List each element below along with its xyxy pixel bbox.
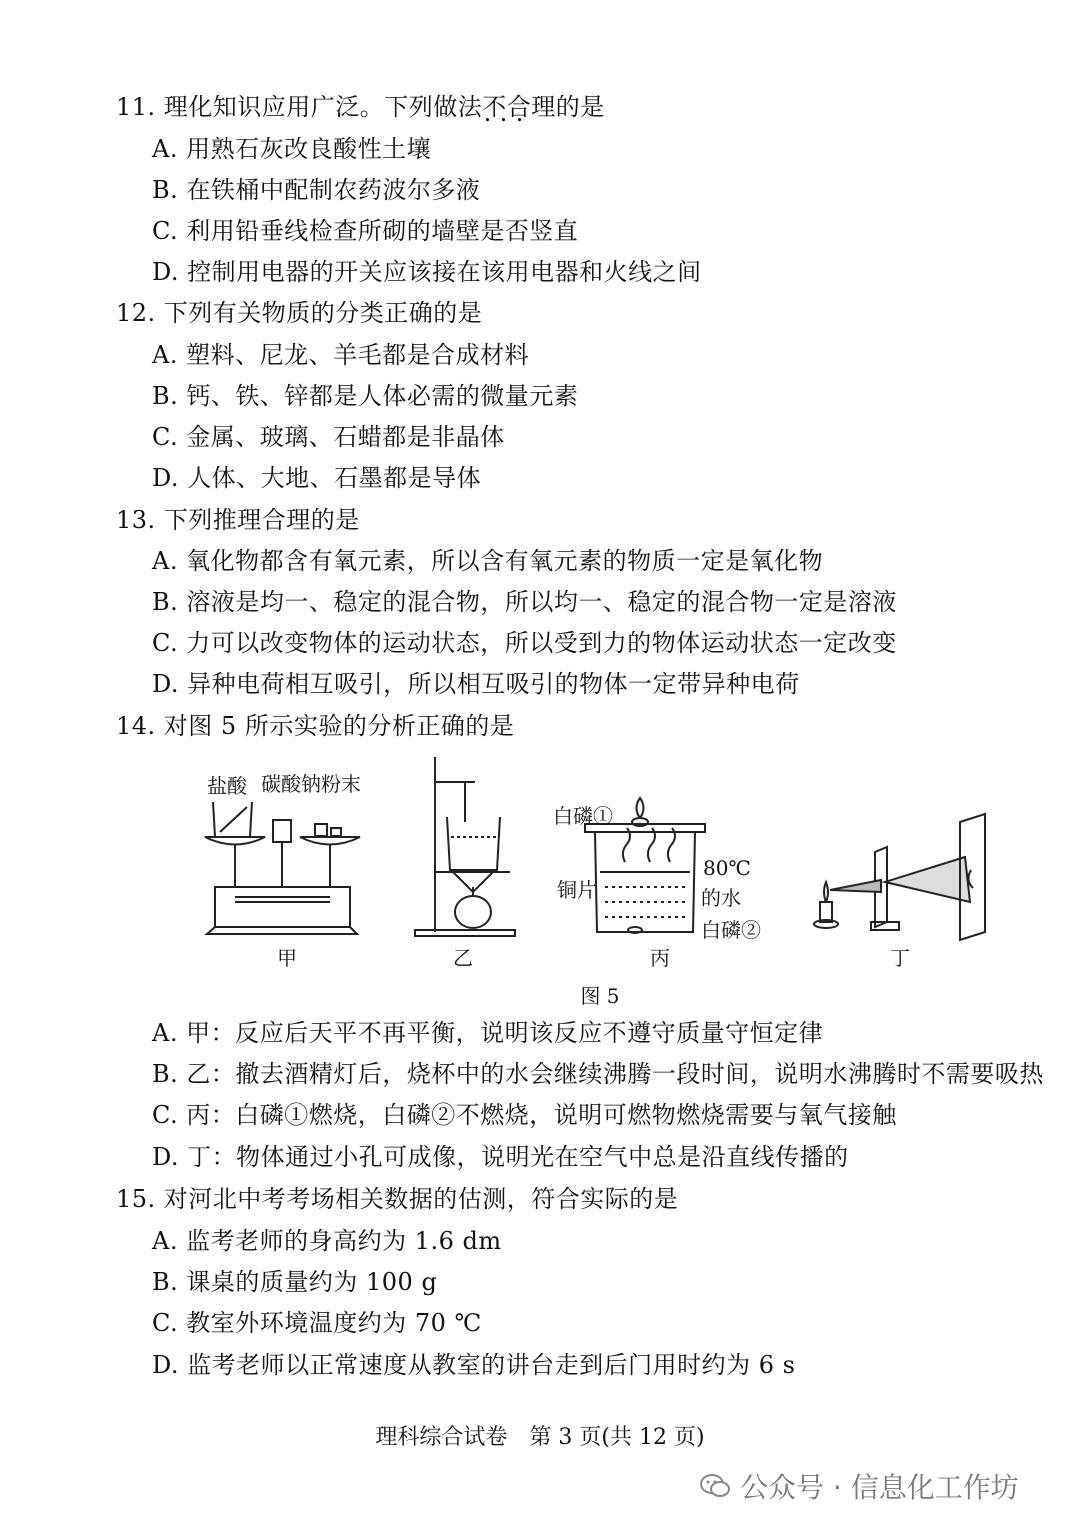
question-12-option-a: A. 塑料、尼龙、羊毛都是合成材料 bbox=[152, 341, 530, 369]
question-11-option-a: A. 用熟石灰改良酸性土壤 bbox=[152, 135, 432, 163]
question-12-option-c: C. 金属、玻璃、石蜡都是非晶体 bbox=[152, 423, 505, 451]
label-water: 的水 bbox=[701, 886, 741, 910]
label-white-phosphorus-2: 白磷② bbox=[701, 918, 761, 942]
pinhole-imaging-ding bbox=[814, 814, 985, 940]
question-12-option-b: B. 钙、铁、锌都是人体必需的微量元素 bbox=[152, 382, 579, 410]
question-14-stem: 14. 对图 5 所示实验的分析正确的是 bbox=[116, 712, 515, 740]
question-12-option-d: D. 人体、大地、石墨都是导体 bbox=[152, 464, 482, 492]
question-11-option-c: C. 利用铅垂线检查所砌的墙壁是否竖直 bbox=[152, 217, 579, 245]
page-footer: 理科综合试卷 第 3 页(共 12 页) bbox=[375, 1425, 705, 1450]
watermark-text: 公众号 · 信息化工作坊 bbox=[740, 1471, 1019, 1504]
panel-label-yi: 乙 bbox=[453, 946, 473, 970]
label-water-temperature: 80℃ bbox=[703, 856, 751, 880]
question-13-option-d: D. 异种电荷相互吸引，所以相互吸引的物体一定带异种电荷 bbox=[152, 670, 800, 698]
panel-label-bing: 丙 bbox=[650, 946, 670, 970]
watermark bbox=[700, 1466, 1019, 1506]
question-15-option-d: D. 监考老师以正常速度从教室的讲台走到后门用时约为 6 s bbox=[152, 1351, 796, 1379]
figure-5 bbox=[195, 752, 1005, 1008]
question-15-option-a: A. 监考老师的身高约为 1.6 dm bbox=[152, 1227, 502, 1255]
wechat-icon bbox=[700, 1473, 730, 1506]
question-11-stem bbox=[116, 92, 605, 122]
emphasis-text: 不合理 • • • bbox=[482, 92, 556, 122]
question-11-option-b: B. 在铁桶中配制农药波尔多液 bbox=[152, 176, 481, 204]
question-14-option-b: B. 乙：撤去酒精灯后，烧杯中的水会继续沸腾一段时间，说明水沸腾时不需要吸热 bbox=[152, 1060, 1044, 1088]
question-14-option-a: A. 甲：反应后天平不再平衡，说明该反应不遵守质量守恒定律 bbox=[152, 1019, 824, 1047]
label-copper-sheet: 铜片 bbox=[557, 878, 597, 902]
question-15-option-c: C. 教室外环境温度约为 70 ℃ bbox=[152, 1309, 482, 1337]
question-13-stem: 13. 下列推理合理的是 bbox=[116, 506, 360, 534]
balance-apparatus-jia bbox=[205, 802, 360, 934]
question-13-option-c: C. 力可以改变物体的运动状态，所以受到力的物体运动状态一定改变 bbox=[152, 629, 897, 657]
question-11-stem-pre: 11. 理化知识应用广泛。下列做法 bbox=[116, 93, 483, 121]
boiling-apparatus-yi bbox=[415, 757, 515, 936]
question-13-option-b: B. 溶液是均一、稳定的混合物，所以均一、稳定的混合物一定是溶液 bbox=[152, 588, 897, 616]
label-hydrochloric-acid: 盐酸 bbox=[207, 774, 247, 798]
label-sodium-carbonate: 碳酸钠粉末 bbox=[261, 772, 361, 796]
question-15-option-b: B. 课桌的质量约为 100 g bbox=[152, 1268, 438, 1296]
question-11-option-d: D. 控制用电器的开关应该接在该用电器和火线之间 bbox=[152, 258, 702, 286]
question-11-stem-post: 的是 bbox=[555, 93, 605, 121]
panel-label-ding: 丁 bbox=[890, 946, 910, 970]
figure-caption: 图 5 bbox=[580, 984, 620, 1008]
label-white-phosphorus-1: 白磷① bbox=[553, 804, 613, 828]
question-14-option-c: C. 丙：白磷①燃烧，白磷②不燃烧，说明可燃物燃烧需要与氧气接触 bbox=[152, 1101, 897, 1129]
question-12-stem: 12. 下列有关物质的分类正确的是 bbox=[116, 299, 483, 327]
question-13-option-a: A. 氧化物都含有氧元素，所以含有氧元素的物质一定是氧化物 bbox=[152, 547, 824, 575]
question-15-stem: 15. 对河北中考考场相关数据的估测，符合实际的是 bbox=[116, 1185, 679, 1213]
panel-label-jia: 甲 bbox=[277, 946, 297, 970]
question-14-option-d: D. 丁：物体通过小孔可成像，说明光在空气中总是沿直线传播的 bbox=[152, 1143, 849, 1171]
